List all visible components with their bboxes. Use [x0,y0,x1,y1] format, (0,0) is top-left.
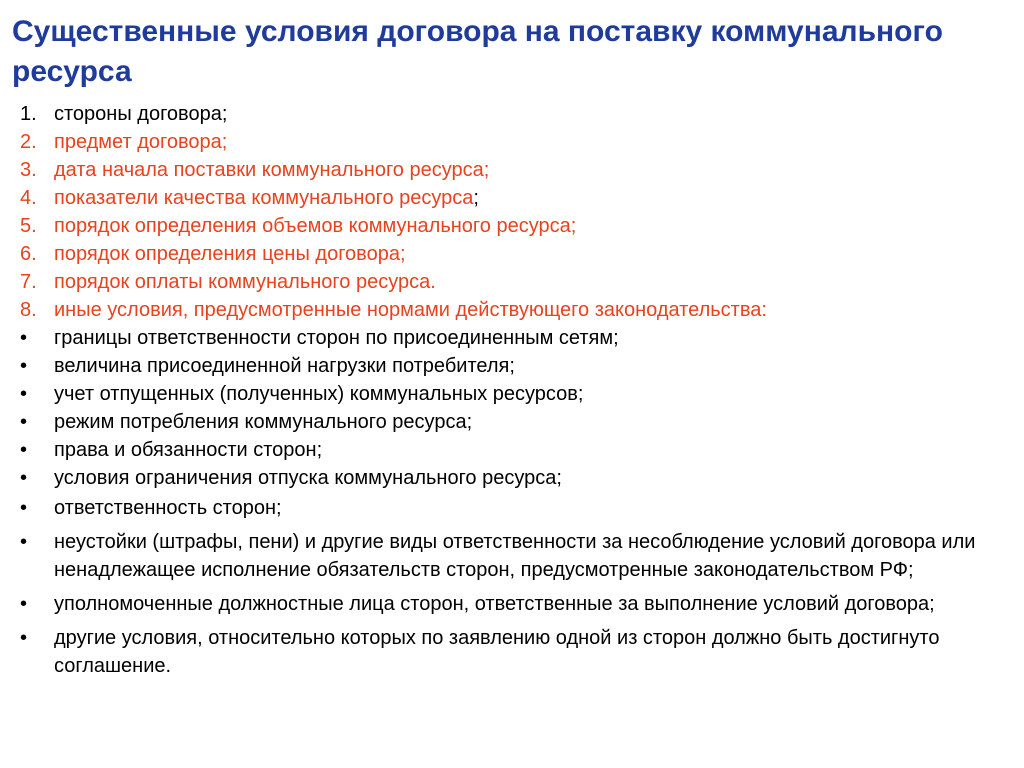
item-number: 6. [20,243,37,265]
bullet-text: неустойки (штрафы, пени) и другие виды ответственности за несоблюдение условий договора или ненадлежащее исполнение обязательств сторон, предусмотренные законодательством РФ; [54,531,976,581]
bullet-icon: • [20,411,28,433]
item-text: дата начала поставки коммунального ресурса; [54,159,490,181]
item-number: 4. [20,187,37,209]
item-suffix: ; [473,187,479,209]
bullet-text: учет отпущенных (полученных) коммунальных ресурсов; [54,383,584,405]
bullet-text: границы ответственности сторон по присоединенным сетям; [54,327,619,349]
bullet-icon: • [20,627,28,649]
bullet-item-1 [20,324,1020,352]
item-text: предмет договора; [54,131,228,153]
bullet-text: уполномоченные должностные лица сторон, ответственные за выполнение условий договора; [54,593,935,615]
bullet-icon: • [20,593,28,615]
slide-title: Существенные условия договора на поставку коммунального ресурса [12,15,943,88]
item-text: иные условия, предусмотренные нормами действующего законодательства: [54,299,767,321]
bullet-item-4 [20,408,1020,436]
numbered-item-1 [20,100,1020,128]
item-text-wrapper [54,184,1020,212]
item-number: 8. [20,299,37,321]
item-text: стороны договора; [54,103,228,125]
bullet-icon: • [20,355,28,377]
item-number: 2. [20,131,37,153]
bullet-icon: • [20,383,28,405]
bullet-icon: • [20,497,28,519]
numbered-item-2 [20,128,1020,156]
bullet-text: права и обязанности сторон; [54,439,323,461]
bullet-text: другие условия, относительно которых по заявлению одной из сторон должно быть достигнуто соглашение. [54,627,940,677]
bullet-text: условия ограничения отпуска коммунального ресурса; [54,467,562,489]
item-number: 5. [20,215,37,237]
bullet-item-10 [20,624,1020,680]
bullet-item-7 [20,494,1020,522]
bullet-item-9 [20,590,1020,618]
item-text: порядок определения объемов коммунального ресурса; [54,215,577,237]
item-text: показатели качества коммунального ресурса [54,187,474,209]
item-number: 3. [20,159,37,181]
bullet-item-2 [20,352,1020,380]
bullet-icon: • [20,327,28,349]
bullet-text: величина присоединенной нагрузки потребителя; [54,355,515,377]
bullet-text: ответственность сторон; [54,497,282,519]
bullet-item-6 [20,464,1020,492]
conditions-list [20,100,1020,680]
numbered-item-4 [20,184,1020,212]
bullet-icon: • [20,439,28,461]
bullet-icon: • [20,467,28,489]
numbered-item-7 [20,268,1020,296]
numbered-item-6 [20,240,1020,268]
numbered-item-5 [20,212,1020,240]
numbered-item-3 [20,156,1020,184]
numbered-item-8 [20,296,1020,324]
bullet-icon: • [20,531,28,553]
bullet-item-5 [20,436,1020,464]
item-number: 7. [20,271,37,293]
bullet-item-8 [20,528,1020,584]
bullet-text: режим потребления коммунального ресурса; [54,411,473,433]
item-text: порядок оплаты коммунального ресурса. [54,271,436,293]
item-text: порядок определения цены договора; [54,243,406,265]
bullet-item-3 [20,380,1020,408]
item-number: 1. [20,103,37,125]
